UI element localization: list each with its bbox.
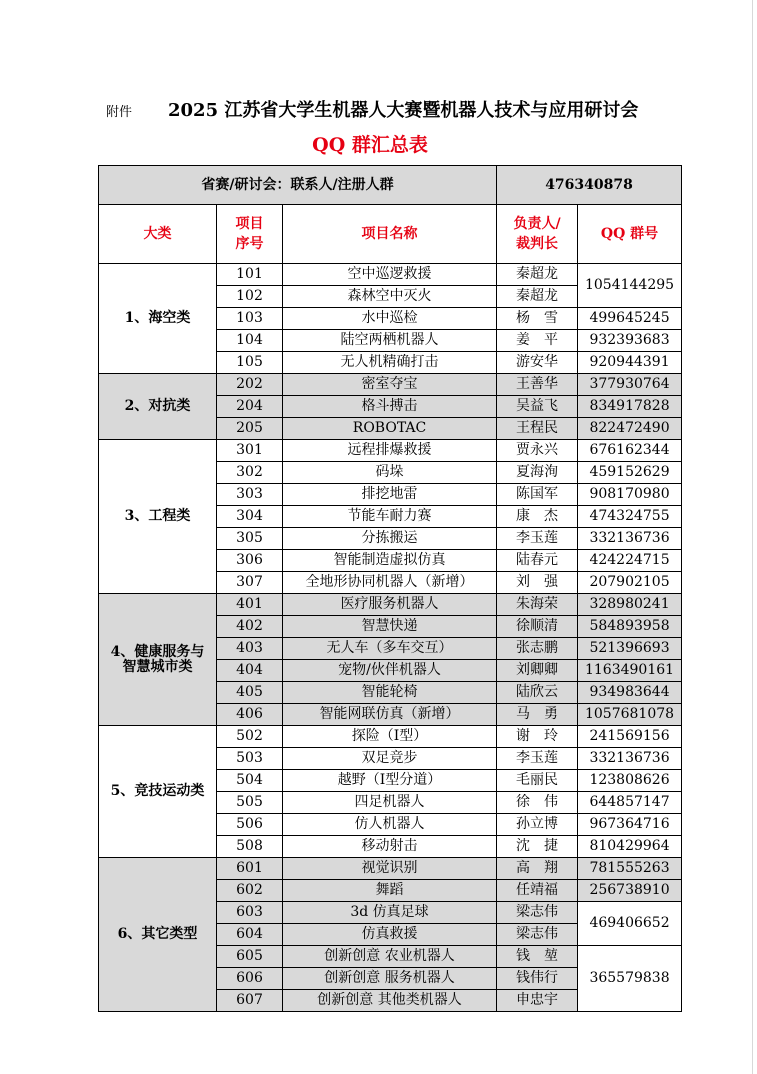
leader-cell: 陆春元 (497, 550, 578, 572)
qq-cell: 932393683 (578, 330, 682, 352)
name-cell: 视觉识别 (283, 858, 497, 880)
number-cell: 205 (217, 418, 283, 440)
qq-cell: 241569156 (578, 726, 682, 748)
leader-cell: 秦超龙 (497, 264, 578, 286)
category-cell: 1、海空类 (99, 264, 217, 374)
contact-label: 省赛/研讨会：联系人/注册人群 (99, 166, 497, 205)
number-cell: 204 (217, 396, 283, 418)
qq-cell: 328980241 (578, 594, 682, 616)
header-row (99, 205, 682, 264)
category-cell: 2、对抗类 (99, 374, 217, 440)
name-cell: 分拣搬运 (283, 528, 497, 550)
number-cell: 103 (217, 308, 283, 330)
qq-cell: 469406652 (578, 902, 682, 946)
number-cell: 508 (217, 836, 283, 858)
number-cell: 606 (217, 968, 283, 990)
table-row (99, 726, 682, 748)
qq-cell: 934983644 (578, 682, 682, 704)
leader-cell: 谢 玲 (497, 726, 578, 748)
name-cell: 陆空两栖机器人 (283, 330, 497, 352)
name-cell: 创新创意 农业机器人 (283, 946, 497, 968)
table-row (99, 264, 682, 286)
leader-cell: 徐 伟 (497, 792, 578, 814)
name-cell: 3d 仿真足球 (283, 902, 497, 924)
number-cell: 603 (217, 902, 283, 924)
qq-cell: 781555263 (578, 858, 682, 880)
header-number: 项目序号 (217, 205, 283, 264)
table-row (99, 374, 682, 396)
leader-cell: 朱海荣 (497, 594, 578, 616)
qq-cell: 810429964 (578, 836, 682, 858)
leader-cell: 游安华 (497, 352, 578, 374)
leader-cell: 杨 雪 (497, 308, 578, 330)
name-cell: 空中巡逻救援 (283, 264, 497, 286)
name-cell: 码垛 (283, 462, 497, 484)
contact-row (99, 166, 682, 205)
number-cell: 405 (217, 682, 283, 704)
number-cell: 102 (217, 286, 283, 308)
number-cell: 506 (217, 814, 283, 836)
category-cell: 6、其它类型 (99, 858, 217, 1012)
number-cell: 104 (217, 330, 283, 352)
name-cell: 密室夺宝 (283, 374, 497, 396)
table-row (99, 440, 682, 462)
qq-group-table (98, 165, 682, 1012)
leader-cell: 徐顺清 (497, 616, 578, 638)
number-cell: 305 (217, 528, 283, 550)
leader-cell: 钱伟行 (497, 968, 578, 990)
leader-cell: 马 勇 (497, 704, 578, 726)
table-row (99, 594, 682, 616)
number-cell: 301 (217, 440, 283, 462)
qq-cell: 459152629 (578, 462, 682, 484)
name-cell: 无人机精确打击 (283, 352, 497, 374)
name-cell: 创新创意 其他类机器人 (283, 990, 497, 1012)
qq-cell: 332136736 (578, 748, 682, 770)
leader-cell: 申忠宇 (497, 990, 578, 1012)
qq-cell: 207902105 (578, 572, 682, 594)
leader-cell: 沈 捷 (497, 836, 578, 858)
leader-cell: 姜 平 (497, 330, 578, 352)
qq-cell: 424224715 (578, 550, 682, 572)
qq-cell: 1057681078 (578, 704, 682, 726)
name-cell: 宠物/伙伴机器人 (283, 660, 497, 682)
number-cell: 202 (217, 374, 283, 396)
leader-cell: 梁志伟 (497, 924, 578, 946)
number-cell: 602 (217, 880, 283, 902)
qq-cell: 834917828 (578, 396, 682, 418)
name-cell: 探险（Ⅰ型） (283, 726, 497, 748)
number-cell: 403 (217, 638, 283, 660)
number-cell: 504 (217, 770, 283, 792)
qq-cell: 256738910 (578, 880, 682, 902)
leader-cell: 李玉莲 (497, 748, 578, 770)
name-cell: 格斗搏击 (283, 396, 497, 418)
document-subtitle: QQ 群汇总表 (312, 134, 428, 156)
header-name: 项目名称 (283, 205, 497, 264)
number-cell: 302 (217, 462, 283, 484)
number-cell: 303 (217, 484, 283, 506)
number-cell: 604 (217, 924, 283, 946)
qq-cell: 521396693 (578, 638, 682, 660)
name-cell: 节能车耐力赛 (283, 506, 497, 528)
name-cell: 无人车（多车交互） (283, 638, 497, 660)
number-cell: 505 (217, 792, 283, 814)
number-cell: 607 (217, 990, 283, 1012)
number-cell: 306 (217, 550, 283, 572)
number-cell: 402 (217, 616, 283, 638)
qq-cell: 474324755 (578, 506, 682, 528)
name-cell: 创新创意 服务机器人 (283, 968, 497, 990)
leader-cell: 王善华 (497, 374, 578, 396)
name-cell: 仿真救援 (283, 924, 497, 946)
table-row (99, 858, 682, 880)
name-cell: 排挖地雷 (283, 484, 497, 506)
leader-cell: 毛丽民 (497, 770, 578, 792)
name-cell: ROBOTAC (283, 418, 497, 440)
qq-cell: 967364716 (578, 814, 682, 836)
name-cell: 远程排爆救援 (283, 440, 497, 462)
qq-cell: 584893958 (578, 616, 682, 638)
leader-cell: 张志鹏 (497, 638, 578, 660)
name-cell: 智能网联仿真（新增） (283, 704, 497, 726)
number-cell: 307 (217, 572, 283, 594)
leader-cell: 任靖福 (497, 880, 578, 902)
header-qq: QQ 群号 (578, 205, 682, 264)
name-cell: 医疗服务机器人 (283, 594, 497, 616)
header-category: 大类 (99, 205, 217, 264)
leader-cell: 刘 强 (497, 572, 578, 594)
leader-cell: 王程民 (497, 418, 578, 440)
leader-cell: 梁志伟 (497, 902, 578, 924)
header-leader: 负责人/裁判长 (497, 205, 578, 264)
leader-cell: 刘卿卿 (497, 660, 578, 682)
qq-cell: 908170980 (578, 484, 682, 506)
leader-cell: 高 翔 (497, 858, 578, 880)
category-cell: 4、健康服务与智慧城市类 (99, 594, 217, 726)
number-cell: 502 (217, 726, 283, 748)
number-cell: 401 (217, 594, 283, 616)
name-cell: 移动射击 (283, 836, 497, 858)
leader-cell: 康 杰 (497, 506, 578, 528)
category-cell: 3、工程类 (99, 440, 217, 594)
qq-cell: 676162344 (578, 440, 682, 462)
name-cell: 双足竞步 (283, 748, 497, 770)
attachment-label: 附件 (106, 105, 133, 120)
number-cell: 503 (217, 748, 283, 770)
leader-cell: 秦超龙 (497, 286, 578, 308)
document-title: 2025 江苏省大学生机器人大赛暨机器人技术与应用研讨会 (168, 100, 639, 121)
leader-cell: 钱 堃 (497, 946, 578, 968)
name-cell: 森林空中灭火 (283, 286, 497, 308)
number-cell: 406 (217, 704, 283, 726)
leader-cell: 陈国军 (497, 484, 578, 506)
qq-cell: 1054144295 (578, 264, 682, 308)
name-cell: 四足机器人 (283, 792, 497, 814)
contact-qq: 476340878 (497, 166, 682, 205)
name-cell: 舞蹈 (283, 880, 497, 902)
number-cell: 105 (217, 352, 283, 374)
qq-cell: 499645245 (578, 308, 682, 330)
qq-cell: 920944391 (578, 352, 682, 374)
number-cell: 101 (217, 264, 283, 286)
number-cell: 605 (217, 946, 283, 968)
qq-cell: 644857147 (578, 792, 682, 814)
leader-cell: 陆欣云 (497, 682, 578, 704)
qq-cell: 123808626 (578, 770, 682, 792)
leader-cell: 贾永兴 (497, 440, 578, 462)
page-edge (752, 0, 753, 1074)
qq-cell: 1163490161 (578, 660, 682, 682)
name-cell: 智能制造虚拟仿真 (283, 550, 497, 572)
name-cell: 越野（Ⅰ型分道） (283, 770, 497, 792)
qq-cell: 332136736 (578, 528, 682, 550)
qq-cell: 822472490 (578, 418, 682, 440)
name-cell: 智慧快递 (283, 616, 497, 638)
category-cell: 5、竞技运动类 (99, 726, 217, 858)
name-cell: 仿人机器人 (283, 814, 497, 836)
number-cell: 404 (217, 660, 283, 682)
number-cell: 304 (217, 506, 283, 528)
number-cell: 601 (217, 858, 283, 880)
qq-cell: 365579838 (578, 946, 682, 1012)
name-cell: 水中巡检 (283, 308, 497, 330)
leader-cell: 孙立博 (497, 814, 578, 836)
leader-cell: 李玉莲 (497, 528, 578, 550)
name-cell: 全地形协同机器人（新增） (283, 572, 497, 594)
leader-cell: 夏海洵 (497, 462, 578, 484)
name-cell: 智能轮椅 (283, 682, 497, 704)
qq-cell: 377930764 (578, 374, 682, 396)
leader-cell: 吴益飞 (497, 396, 578, 418)
